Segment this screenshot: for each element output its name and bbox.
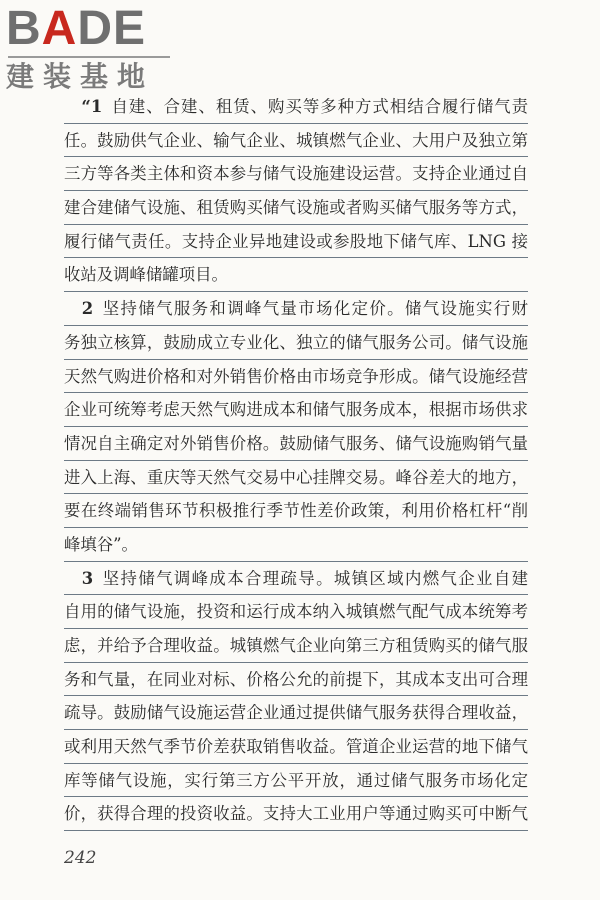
paragraph-number: 3: [81, 568, 94, 588]
text-line: 天然气购进价格和对外销售价格由市场竞争形成。储气设施经营: [64, 360, 528, 394]
text-line: 虑，并给予合理收益。城镇燃气企业向第三方租赁购买的储气服: [64, 629, 528, 663]
text-line: 峰填谷”。: [64, 528, 528, 562]
text-line: 自用的储气设施，投资和运行成本纳入城镇燃气配气成本统筹考: [64, 595, 528, 629]
body-text: [64, 90, 528, 831]
publisher-logo: [6, 4, 176, 93]
text-line: 库等储气设施，实行第三方公平开放，通过储气服务市场化定: [64, 764, 528, 798]
paragraph-number: 2: [81, 299, 94, 319]
logo-divider: [8, 56, 170, 58]
text-line: 企业可统筹考虑天然气购进成本和储气服务成本，根据市场供求: [64, 393, 528, 427]
text-line: 要在终端销售环节积极推行季节性差价政策，利用价格杠杆“削: [64, 494, 528, 528]
text-line: 进入上海、重庆等天然气交易中心挂牌交易。峰谷差大的地方，: [64, 461, 528, 495]
text-line: “1 自建、合建、租赁、购买等多种方式相结合履行储气责: [64, 90, 528, 124]
text-line: 务和气量，在同业对标、价格公允的前提下，其成本支出可合理: [64, 663, 528, 697]
text-line: 3 坚持储气调峰成本合理疏导。城镇区域内燃气企业自建: [64, 562, 528, 596]
text-line: 三方等各类主体和资本参与储气设施建设运营。支持企业通过自: [64, 157, 528, 191]
text-line: 任。鼓励供气企业、输气企业、城镇燃气企业、大用户及独立第: [64, 124, 528, 158]
logo-subtitle: 建装基地: [6, 60, 155, 93]
text-line: 收站及调峰储罐项目。: [64, 258, 528, 292]
text-line: 2 坚持储气服务和调峰气量市场化定价。储气设施实行财: [64, 292, 528, 326]
page-number: 242: [64, 848, 97, 868]
text-line: 价，获得合理的投资收益。支持大工业用户等通过购买可中断气: [64, 797, 528, 831]
text-line: 或利用天然气季节价差获取销售收益。管道企业运营的地下储气: [64, 730, 528, 764]
text-line: 履行储气责任。支持企业异地建设或参股地下储气库、LNG 接: [64, 225, 528, 259]
text-line: 情况自主确定对外销售价格。鼓励储气服务、储气设施购销气量: [64, 427, 528, 461]
text-line: 务独立核算，鼓励成立专业化、独立的储气服务公司。储气设施: [64, 326, 528, 360]
logo-wordmark: BADE: [6, 2, 147, 55]
text-line: 建合建储气设施、租赁购买储气设施或者购买储气服务等方式，: [64, 191, 528, 225]
paragraph-number: “1: [81, 97, 103, 116]
text-line: 疏导。鼓励储气设施运营企业通过提供储气服务获得合理收益，: [64, 696, 528, 730]
